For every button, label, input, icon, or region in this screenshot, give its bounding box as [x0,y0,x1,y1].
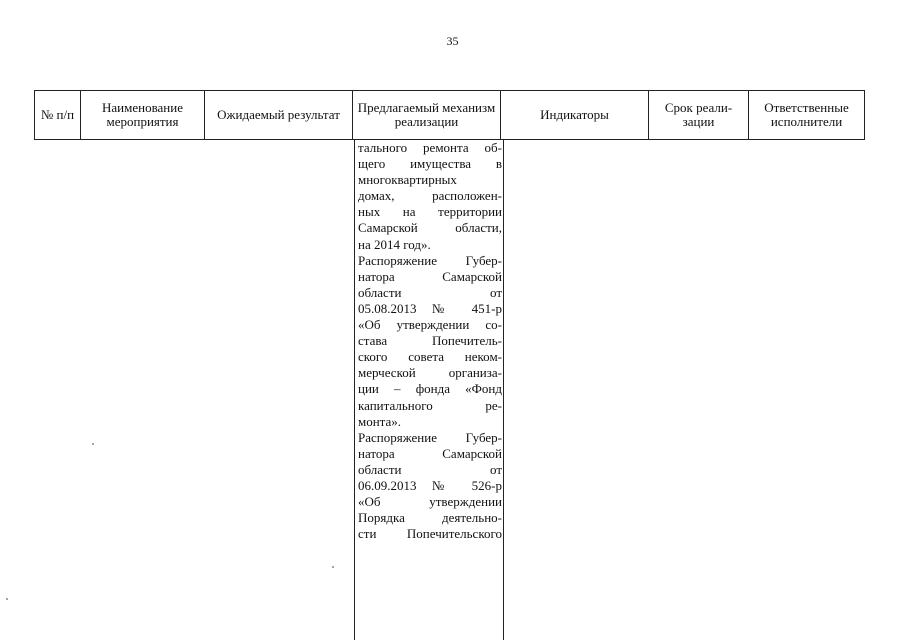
header-mechanism: Предлагаемый механизм реализации [353,91,501,140]
text-line: монта». [358,413,402,429]
text-line: ции – фонда «Фонд [358,381,502,397]
header-indicators: Индикаторы [501,91,649,140]
text-line: натора Самарской [358,445,502,461]
text-line: мерческой организа- [358,365,502,381]
header-event-name: Наименование мероприятия [81,91,205,140]
text-line: ных на территории [358,204,502,220]
text-line: 05.08.2013 № 451-р [358,300,502,316]
header-responsible: Ответственные исполнители [749,91,865,140]
text-line: «Об утверждении со- [358,317,502,333]
text-line: на 2014 год». [358,236,431,252]
text-line: многоквартирных [358,172,457,188]
text-line: става Попечитель- [358,333,502,349]
text-line: щего имущества в [358,156,502,172]
text-line: сти Попечительского [358,526,502,542]
text-line: Распоряжение Губер- [358,252,502,268]
mechanism-cell-text [358,140,502,542]
text-line: натора Самарской [358,268,502,284]
page-number: 35 [446,34,459,48]
text-line: тального ремонта об- [358,140,502,155]
text-line: ского совета неком- [358,349,502,365]
scan-speck [332,566,334,568]
header-expected-result: Ожидаемый результат [205,91,353,140]
text-line: Порядка деятельно- [358,510,502,526]
text-line: области от [358,461,502,477]
text-line: Распоряжение Губер- [358,429,502,445]
scan-speck [92,443,94,445]
text-line: области от [358,284,502,300]
table-header [34,90,865,140]
text-line: капитального ре- [358,397,502,413]
text-line: «Об утверждении [358,494,502,510]
text-line: Самарской области, [358,220,502,236]
scan-speck [6,598,8,600]
text-line: 06.09.2013 № 526-р [358,477,502,493]
header-deadline: Срок реали- зации [649,91,749,140]
header-number: № п/п [35,91,81,140]
text-line: домах, расположен- [358,188,502,204]
